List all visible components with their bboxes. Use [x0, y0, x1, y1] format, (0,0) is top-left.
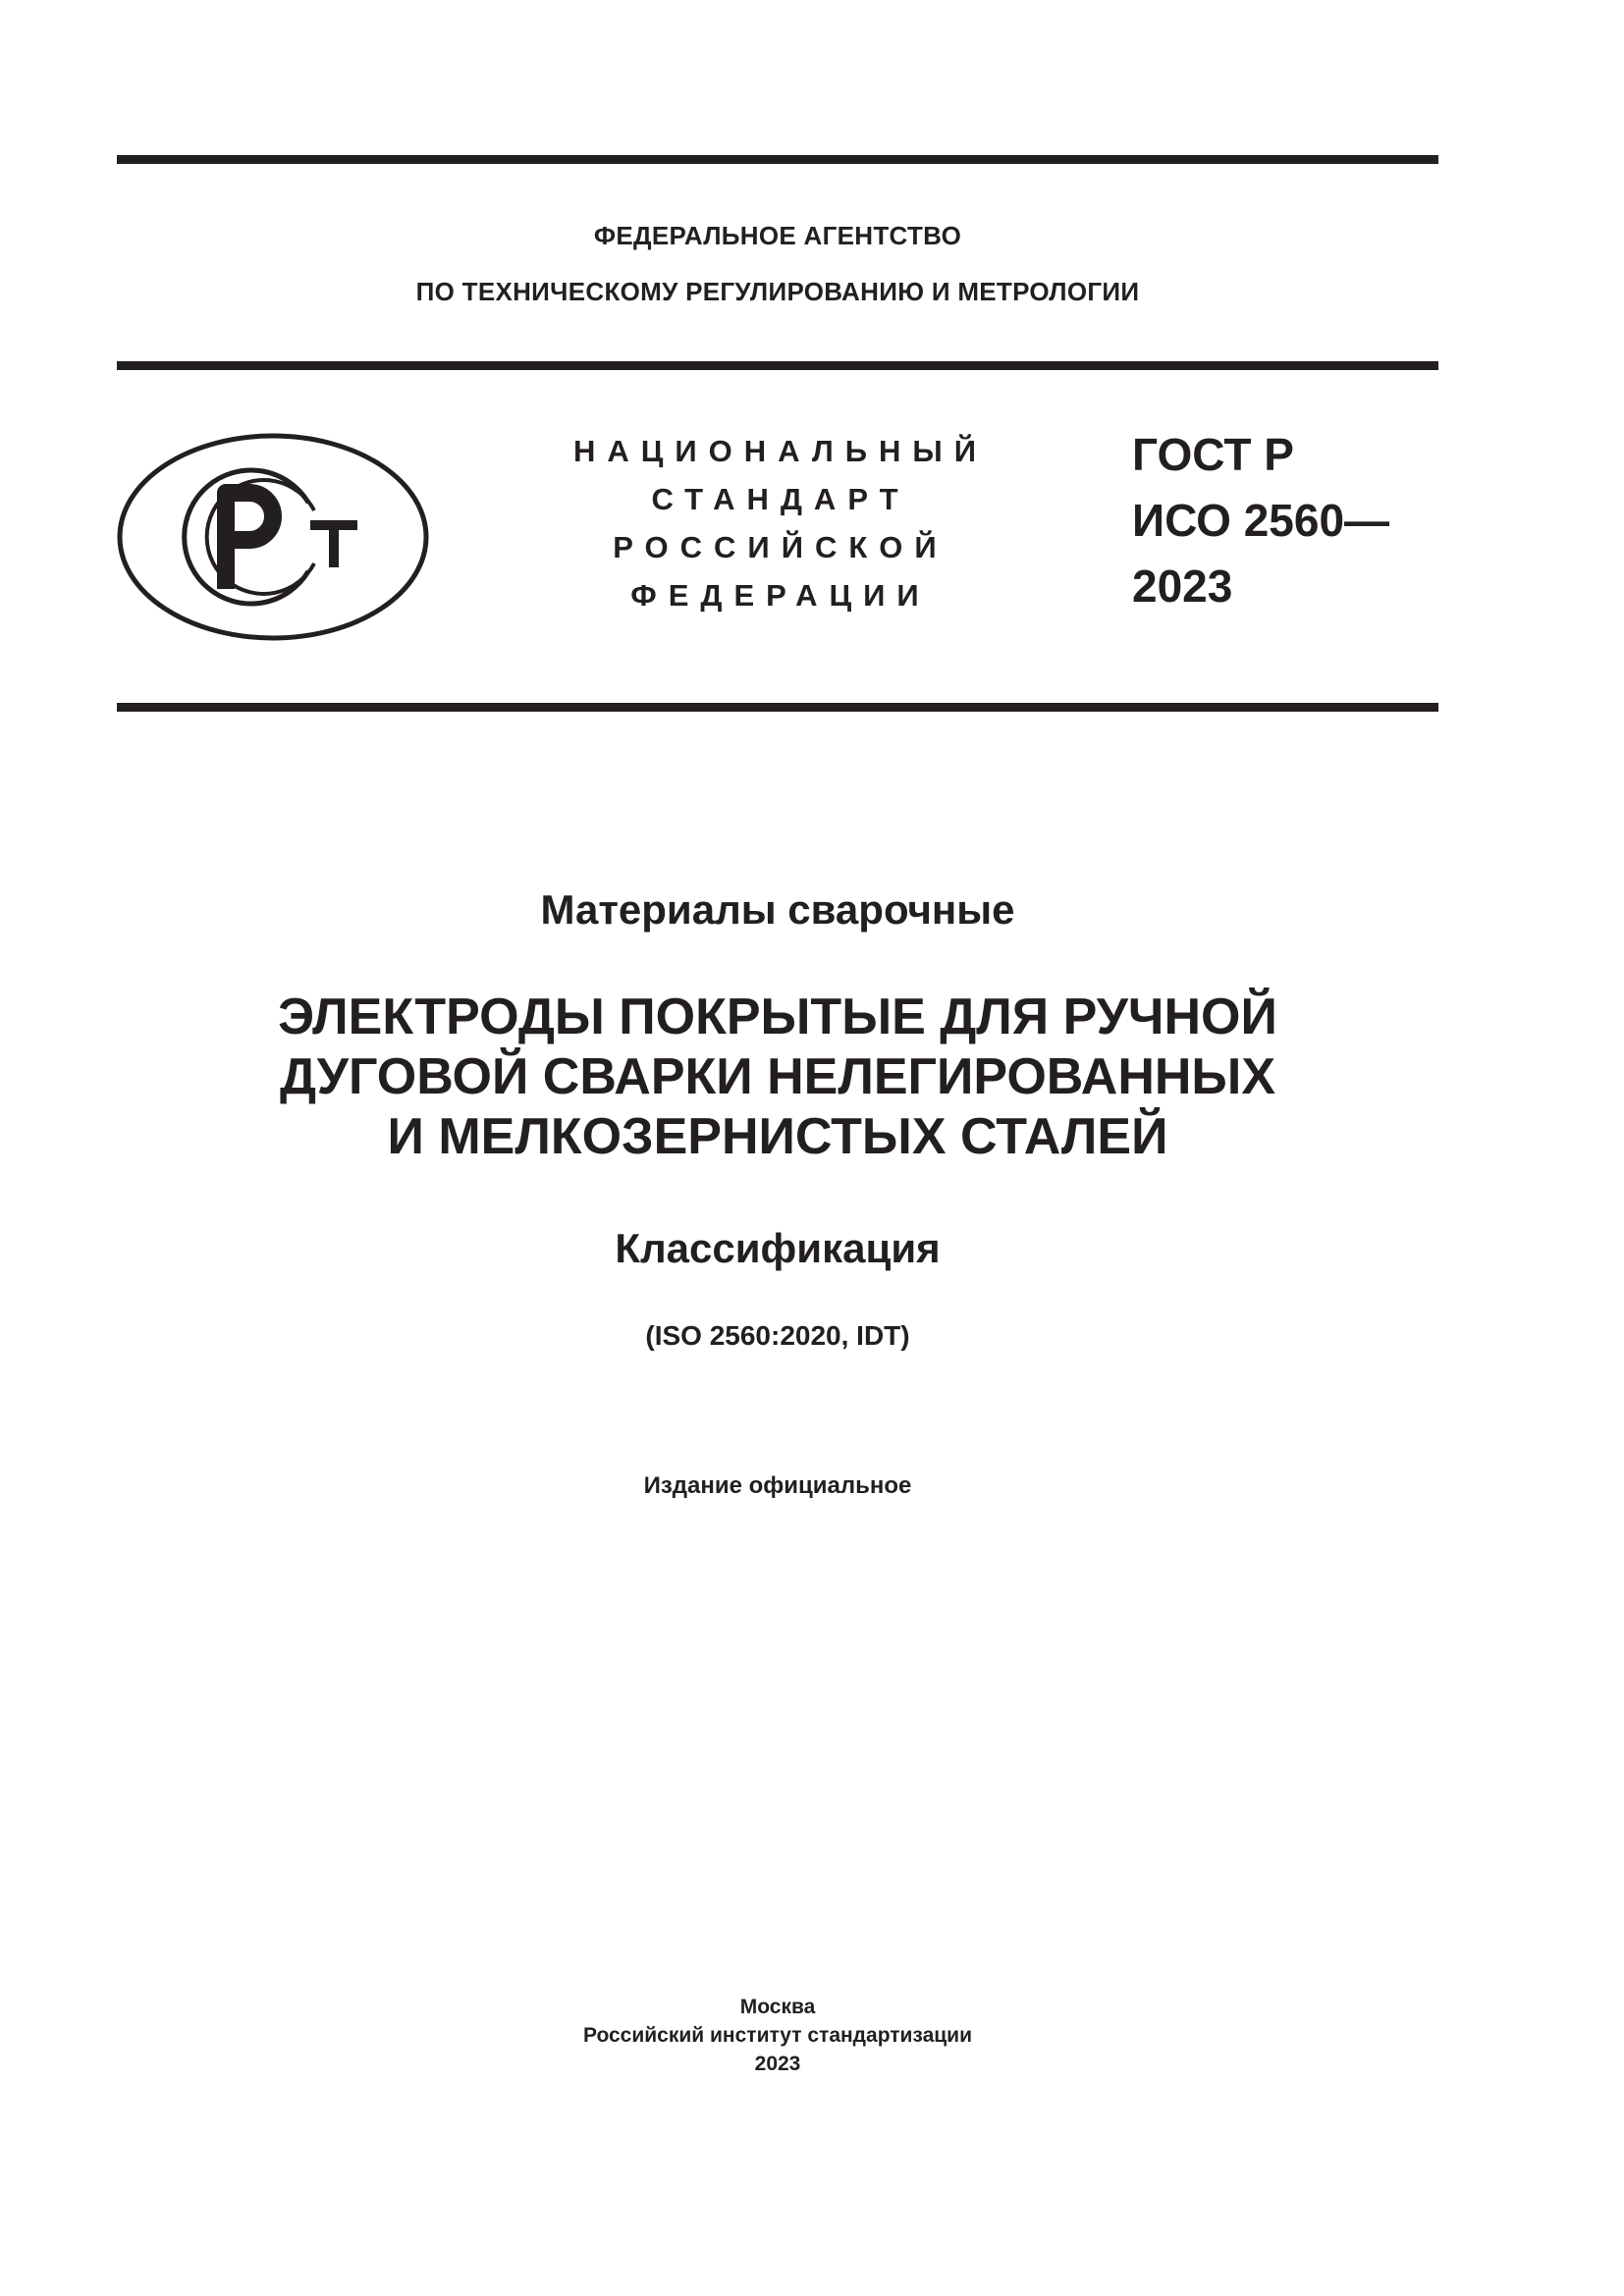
main-title-line: ДУГОВОЙ СВАРКИ НЕЛЕГИРОВАННЫХ	[279, 1048, 1276, 1105]
national-standard-label	[550, 427, 1011, 619]
title-block-rule	[117, 703, 1438, 712]
publisher-imprint	[117, 1993, 1438, 2078]
main-title-line: ЭЛЕКТРОДЫ ПОКРЫТЫЕ ДЛЯ РУЧНОЙ	[278, 988, 1277, 1045]
main-title-line: И МЕЛКОЗЕРНИСТЫХ СТАЛЕЙ	[387, 1108, 1168, 1165]
national-standard-line: НАЦИОНАЛЬНЫЙ	[572, 434, 989, 468]
standard-designation	[1132, 422, 1389, 619]
edition-note: Издание официальное	[643, 1472, 912, 1499]
designation-line: 2023	[1132, 561, 1233, 612]
imprint-publisher: Российский институт стандартизации	[582, 2024, 973, 2047]
agency-name-line-1: ФЕДЕРАЛЬНОЕ АГЕНТСТВО	[593, 221, 962, 250]
header-rule	[117, 361, 1438, 370]
imprint-city: Москва	[739, 1996, 816, 2018]
iso-reference: (ISO 2560:2020, IDT)	[645, 1320, 910, 1351]
imprint-year: 2023	[754, 2053, 801, 2075]
top-rule	[117, 155, 1438, 164]
rst-certification-logo-icon	[116, 432, 430, 643]
document-main-title	[117, 988, 1438, 1167]
designation-line: ИСО 2560—	[1132, 495, 1390, 546]
document-classification: Классификация	[615, 1225, 941, 1271]
agency-name-line-2: ПО ТЕХНИЧЕСКОМУ РЕГУЛИРОВАНИЮ И МЕТРОЛОГИИ	[415, 277, 1140, 306]
national-standard-line: РОССИЙСКОЙ	[613, 530, 948, 564]
document-subtitle: Материалы сварочные	[540, 886, 1015, 933]
national-standard-line: ФЕДЕРАЦИИ	[630, 578, 931, 613]
designation-line: ГОСТ Р	[1132, 429, 1294, 480]
national-standard-line: СТАНДАРТ	[651, 482, 910, 516]
